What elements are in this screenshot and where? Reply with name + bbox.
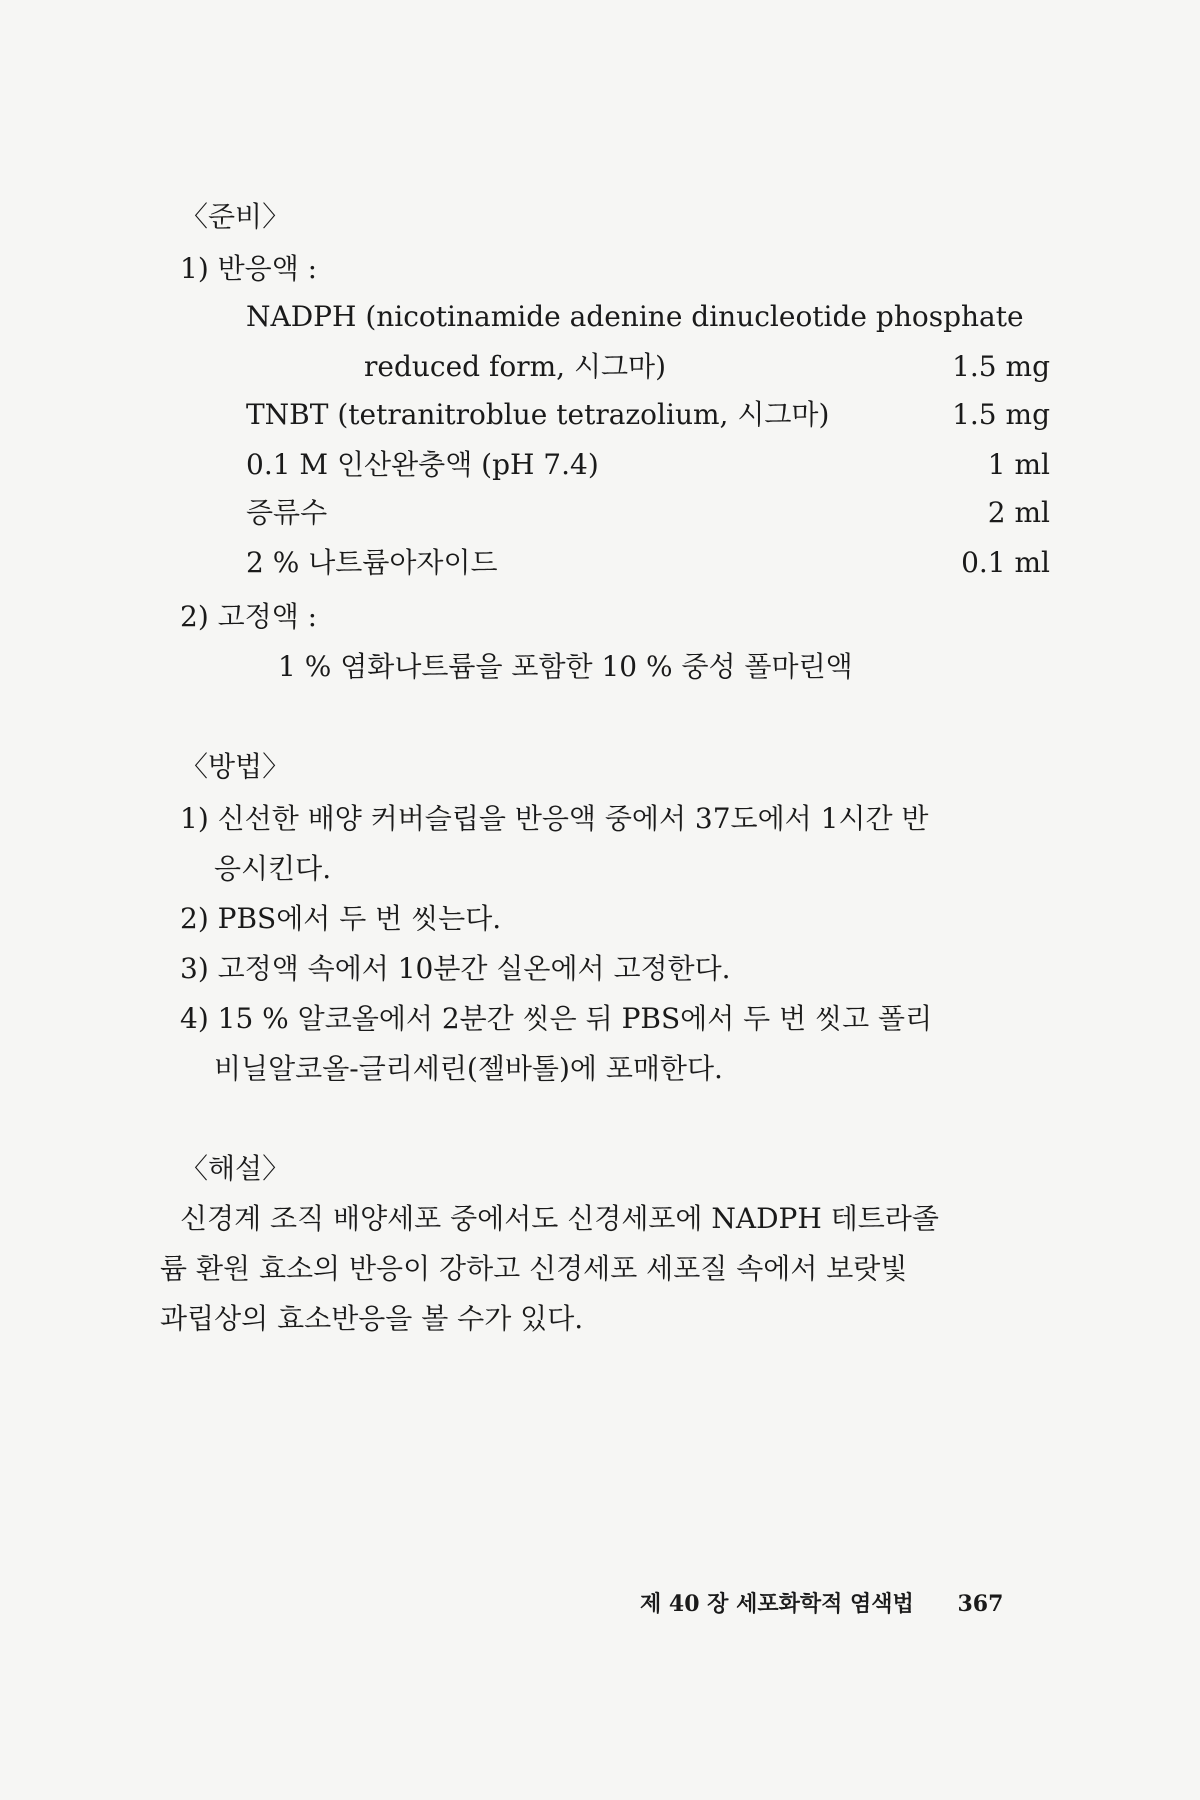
method-heading: 〈방법〉 [180, 750, 291, 783]
reagent-amount: 2 ml [987, 496, 1050, 529]
chapter-title: 제 40 장 세포화학적 염색법 [640, 1591, 914, 1617]
reagent-name: 0.1 M 인산완충액 (pH 7.4) [246, 448, 599, 481]
reagent-amount: 1.5 mg [952, 398, 1050, 431]
prep-item2-text: 1 % 염화나트륨을 포함한 10 % 중성 폴마린액 [278, 650, 853, 683]
reagent-name: TNBT (tetranitroblue tetrazolium, 시그마) [246, 398, 830, 431]
method-step: 비닐알코올-글리세린(젤바톨)에 포매한다. [214, 1052, 723, 1085]
page-footer [640, 1590, 1020, 1618]
reagent-name: 2 % 나트륨아자이드 [246, 546, 498, 579]
prep-item1-title: 1) 반응액 : [180, 252, 318, 285]
method-step: 3) 고정액 속에서 10분간 실온에서 고정한다. [180, 952, 731, 985]
method-step: 2) PBS에서 두 번 씻는다. [180, 902, 502, 935]
prep-item2-title: 2) 고정액 : [180, 600, 318, 633]
reagent-amount: 1.5 mg [952, 350, 1050, 383]
commentary-line: 과립상의 효소반응을 볼 수가 있다. [160, 1302, 584, 1335]
reagent-name: reduced form, 시그마) [364, 350, 667, 383]
reagent-amount: 0.1 ml [961, 546, 1050, 579]
reagent-name: 증류수 [246, 496, 328, 529]
method-step: 4) 15 % 알코올에서 2분간 씻은 뒤 PBS에서 두 번 씻고 폴리 [180, 1002, 933, 1035]
page-number: 367 [957, 1591, 1004, 1617]
prep-heading: 〈준비〉 [180, 200, 291, 233]
method-step: 응시킨다. [214, 852, 332, 885]
reagent-amount: 1 ml [987, 448, 1050, 481]
reagent-name: NADPH (nicotinamide adenine dinucleotide phosphate [246, 300, 1024, 333]
method-step: 1) 신선한 배양 커버슬립을 반응액 중에서 37도에서 1시간 반 [180, 802, 929, 835]
commentary-heading: 〈해설〉 [180, 1152, 291, 1185]
commentary-line: 신경계 조직 배양세포 중에서도 신경세포에 NADPH 테트라졸 [180, 1202, 939, 1235]
commentary-line: 륨 환원 효소의 반응이 강하고 신경세포 세포질 속에서 보랏빛 [160, 1252, 908, 1285]
